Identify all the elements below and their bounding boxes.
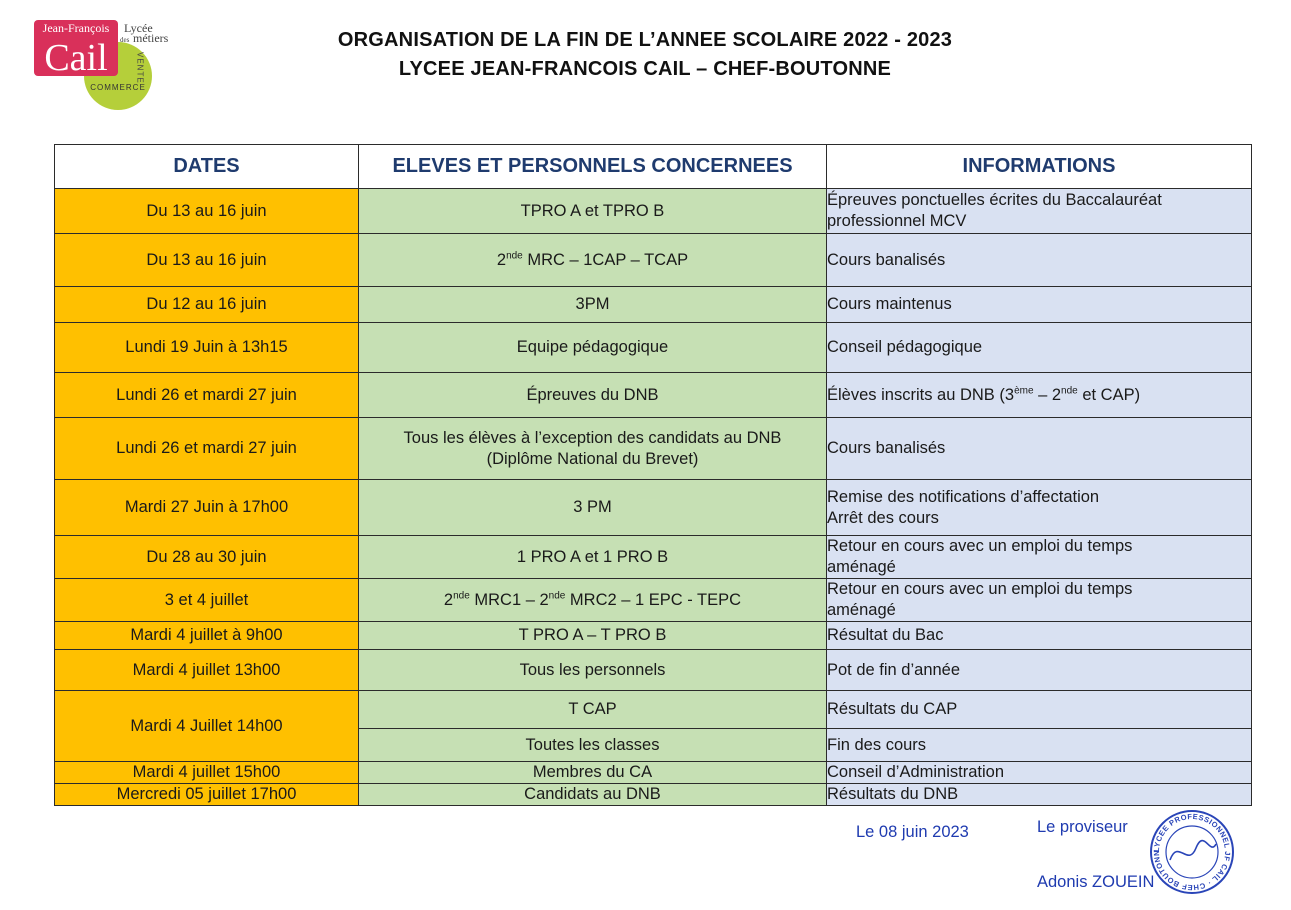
title-line-2: LYCEE JEAN-FRANCOIS CAIL – CHEF-BOUTONNE xyxy=(398,58,892,80)
table-row xyxy=(55,622,1252,650)
date-cell: Mardi 4 juillet 15h00 xyxy=(55,762,359,784)
date-cell: Lundi 26 et mardi 27 juin xyxy=(55,418,359,480)
table-row xyxy=(55,579,1252,622)
table-row xyxy=(55,691,1252,729)
table-row xyxy=(55,323,1252,373)
official-stamp xyxy=(1148,808,1236,896)
table-row xyxy=(55,373,1252,418)
date-cell: Lundi 19 Juin à 13h15 xyxy=(55,323,359,373)
date-cell: Lundi 26 et mardi 27 juin xyxy=(55,373,359,418)
stamp-text: LYCEE PROFESSIONNEL JF CAIL · CHEF BOUTONN xyxy=(1151,811,1233,893)
concerned-text: Tous les élèves à l’exception des candidats au DNB xyxy=(403,428,782,447)
table-row xyxy=(55,650,1252,691)
info-cell: Cours maintenus xyxy=(827,287,1252,323)
concerned-text: 2 xyxy=(443,590,454,609)
info-text-end: et CAP) xyxy=(1077,385,1141,404)
concerned-text-end: MRC2 – 1 EPC - TEPC xyxy=(565,590,742,609)
concerned-cell: 3 PM xyxy=(359,480,827,536)
info-text-2: professionnel MCV xyxy=(827,212,967,230)
concerned-cell: Épreuves du DNB xyxy=(359,373,827,418)
info-cell xyxy=(827,189,1252,234)
logo-vertical-text: VENTE xyxy=(135,52,145,84)
info-text: Élèves inscrits au DNB (3 xyxy=(827,385,1015,404)
concerned-text-2: (Diplôme National du Brevet) xyxy=(486,449,699,468)
table-row xyxy=(55,536,1252,579)
concerned-cell: Membres du CA xyxy=(359,762,827,784)
concerned-cell: T CAP xyxy=(359,691,827,729)
concerned-text: 2 xyxy=(496,250,507,269)
info-text-2: aménagé xyxy=(827,601,896,619)
info-cell: Résultat du Bac xyxy=(827,622,1252,650)
header-dates: DATES xyxy=(55,145,359,189)
date-cell: Mardi 27 Juin à 17h00 xyxy=(55,480,359,536)
logo-top-text: Jean-François xyxy=(42,21,110,35)
date-cell: 3 et 4 juillet xyxy=(55,579,359,622)
info-text: Retour en cours avec un emploi du temps xyxy=(827,537,1133,555)
logo-main-text: Cail xyxy=(44,37,108,79)
info-text: Retour en cours avec un emploi du temps xyxy=(827,580,1133,598)
date-cell: Du 12 au 16 juin xyxy=(55,287,359,323)
logo-graphic xyxy=(32,18,188,110)
info-text-2: Arrêt des cours xyxy=(827,508,939,527)
school-logo xyxy=(32,18,188,110)
signature-scribble xyxy=(1170,841,1216,860)
superscript: ème xyxy=(1014,385,1034,396)
info-cell: Conseil pédagogique xyxy=(827,323,1252,373)
table-header-row xyxy=(55,145,1252,189)
concerned-cell: Candidats au DNB xyxy=(359,784,827,806)
concerned-cell xyxy=(359,234,827,287)
schedule-table xyxy=(54,144,1252,806)
concerned-cell xyxy=(359,579,827,622)
info-text-2: aménagé xyxy=(827,558,896,576)
superscript: nde xyxy=(506,250,523,261)
date-cell: Mercredi 05 juillet 17h00 xyxy=(55,784,359,806)
signer-title: Le proviseur xyxy=(1037,818,1128,836)
concerned-cell: Equipe pédagogique xyxy=(359,323,827,373)
concerned-text-rest: MRC – 1CAP – TCAP xyxy=(522,250,689,269)
superscript: nde xyxy=(548,590,566,601)
info-cell: Résultats du CAP xyxy=(827,691,1252,729)
concerned-cell xyxy=(359,418,827,480)
stamp-graphic xyxy=(1148,808,1236,896)
table-row xyxy=(55,287,1252,323)
logo-right-bottom: métiers xyxy=(133,31,169,45)
concerned-text-mid: MRC1 – 2 xyxy=(469,590,549,609)
date-cell: Du 13 au 16 juin xyxy=(55,234,359,287)
table-row xyxy=(55,189,1252,234)
signer-name: Adonis ZOUEIN xyxy=(1037,873,1155,891)
title-line-1: ORGANISATION DE LA FIN DE L’ANNEE SCOLAIRE 2022 - 2023 xyxy=(337,29,953,51)
superscript: nde xyxy=(1061,385,1078,396)
info-cell: Fin des cours xyxy=(827,729,1252,762)
info-cell: Cours banalisés xyxy=(827,234,1252,287)
logo-right-small: des xyxy=(120,36,130,44)
info-cell xyxy=(827,579,1252,622)
info-text-mid: – 2 xyxy=(1033,385,1062,404)
logo-bottom-text: COMMERCE xyxy=(90,83,146,92)
table-row xyxy=(55,234,1252,287)
info-text: Épreuves ponctuelles écrites du Baccalauréat xyxy=(827,191,1162,209)
table-row xyxy=(55,480,1252,536)
date-cell: Du 13 au 16 juin xyxy=(55,189,359,234)
concerned-cell: 1 PRO A et 1 PRO B xyxy=(359,536,827,579)
info-cell xyxy=(827,373,1252,418)
concerned-cell: 3PM xyxy=(359,287,827,323)
table-row xyxy=(55,784,1252,806)
date-cell: Mardi 4 Juillet 14h00 xyxy=(55,691,359,762)
concerned-cell: T PRO A – T PRO B xyxy=(359,622,827,650)
info-cell xyxy=(827,480,1252,536)
logo-right-top: Lycée xyxy=(124,21,153,35)
header-concerned: ELEVES ET PERSONNELS CONCERNEES xyxy=(359,145,827,189)
date-cell: Mardi 4 juillet 13h00 xyxy=(55,650,359,691)
superscript: nde xyxy=(453,590,470,601)
table-row xyxy=(55,418,1252,480)
info-cell: Résultats du DNB xyxy=(827,784,1252,806)
concerned-cell: Tous les personnels xyxy=(359,650,827,691)
document-title xyxy=(335,26,955,84)
info-text: Remise des notifications d’affectation xyxy=(827,487,1100,506)
header-informations: INFORMATIONS xyxy=(827,145,1252,189)
info-cell: Conseil d’Administration xyxy=(827,762,1252,784)
signature-date: Le 08 juin 2023 xyxy=(856,823,969,841)
concerned-cell: Toutes les classes xyxy=(359,729,827,762)
concerned-cell: TPRO A et TPRO B xyxy=(359,189,827,234)
info-cell xyxy=(827,536,1252,579)
date-cell: Mardi 4 juillet à 9h00 xyxy=(55,622,359,650)
info-cell: Cours banalisés xyxy=(827,418,1252,480)
date-cell: Du 28 au 30 juin xyxy=(55,536,359,579)
info-cell: Pot de fin d’année xyxy=(827,650,1252,691)
table-row xyxy=(55,762,1252,784)
